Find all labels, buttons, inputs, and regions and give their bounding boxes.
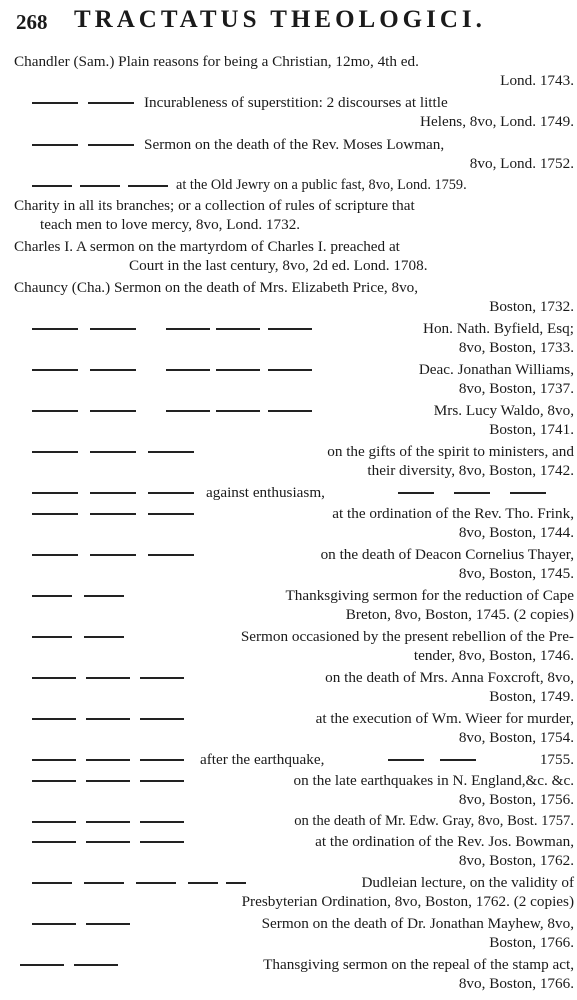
catalog-entry (14, 278, 574, 316)
entry-imprint: Helens, 8vo, Lond. 1749. (420, 113, 574, 131)
ditto-dash (32, 780, 76, 782)
ditto-dash (88, 144, 134, 146)
catalog-entry (14, 401, 574, 439)
page-number: 268 (16, 10, 48, 34)
catalog-entry (14, 832, 574, 870)
ditto-dash (32, 882, 72, 884)
catalog-entry (14, 812, 574, 831)
ditto-dash (90, 369, 136, 371)
entry-text: Charles I. A sermon on the martyrdom of Charles I. preached at (14, 238, 400, 255)
ditto-dash (86, 718, 130, 720)
ditto-dash (188, 882, 218, 884)
catalog-entry (14, 319, 574, 357)
entry-text: Sermon occasioned by the present rebellion of the Pre- (240, 628, 574, 645)
ditto-dash (148, 451, 194, 453)
entry-text: Incurableness of superstition: 2 discourses at little (144, 94, 448, 111)
entry-imprint: Boston, 1732. (489, 298, 574, 316)
entry-imprint: teach men to love mercy, 8vo, Lond. 1732. (40, 216, 301, 234)
ditto-dash (140, 841, 184, 843)
ditto-dash (84, 595, 124, 597)
ditto-dash (86, 780, 130, 782)
entry-imprint: Lond. 1743. (500, 72, 574, 90)
entry-imprint: Presbyterian Ordination, 8vo, Boston, 1762. (2 copies) (241, 893, 574, 911)
ditto-dash (32, 144, 78, 146)
entry-imprint: Boston, 1766. (489, 934, 574, 952)
entry-text: at the ordination of the Rev. Jos. Bowman, (315, 833, 574, 850)
ditto-dash (86, 759, 130, 761)
catalog-entry (14, 504, 574, 542)
ditto-dash (32, 841, 76, 843)
catalog-entry (14, 196, 574, 234)
ditto-dash (32, 554, 78, 556)
ditto-dash (86, 821, 130, 823)
ditto-dash (32, 102, 78, 104)
ditto-dash (90, 328, 136, 330)
entry-imprint: 8vo, Boston, 1762. (458, 852, 574, 870)
catalog-entry (14, 93, 574, 131)
entry-imprint: Boston, 1749. (489, 688, 574, 706)
catalog-entry (14, 873, 574, 911)
page-header (16, 2, 566, 42)
ditto-dash (148, 554, 194, 556)
ditto-dash (148, 513, 194, 515)
catalog-entry (14, 709, 574, 747)
ditto-dash (80, 185, 120, 187)
ditto-dash (32, 677, 76, 679)
ditto-dash (140, 821, 184, 823)
ditto-dash (90, 410, 136, 412)
catalog-entry (14, 52, 574, 90)
ditto-dash (510, 492, 546, 494)
ditto-dash (32, 369, 78, 371)
entry-imprint: 8vo, Boston, 1744. (458, 524, 574, 542)
ditto-dash (148, 492, 194, 494)
entry-text: on the death of Deacon Cornelius Thayer, (320, 546, 574, 563)
catalog-entry (14, 176, 574, 195)
ditto-dash (398, 492, 434, 494)
ditto-dash (140, 759, 184, 761)
ditto-dash (216, 328, 260, 330)
entry-imprint: 8vo, Lond. 1752. (469, 155, 574, 173)
ditto-dash (166, 328, 210, 330)
catalog-entry (14, 914, 574, 952)
ditto-dash (90, 492, 136, 494)
entry-text: Thansgiving sermon on the repeal of the stamp act, (263, 956, 574, 973)
ditto-dash (166, 369, 210, 371)
entry-imprint: tender, 8vo, Boston, 1746. (413, 647, 574, 665)
ditto-dash (84, 882, 124, 884)
ditto-dash (440, 759, 476, 761)
ditto-dash (216, 369, 260, 371)
running-title: TRACTATUS THEOLOGICI. (74, 6, 486, 33)
ditto-dash (32, 718, 76, 720)
catalog-entry (14, 360, 574, 398)
entry-imprint: their diversity, 8vo, Boston, 1742. (367, 462, 574, 480)
ditto-dash (226, 882, 246, 884)
ditto-dash (32, 759, 76, 761)
entry-imprint: 8vo, Boston, 1733. (458, 339, 574, 357)
entry-text: Sermon on the death of the Rev. Moses Lowman, (144, 136, 445, 153)
ditto-dash (88, 102, 134, 104)
entry-text: after the earthquake, (200, 751, 325, 768)
entry-text: against enthusiasm, (206, 484, 325, 501)
ditto-dash (128, 185, 168, 187)
ditto-dash (140, 677, 184, 679)
ditto-dash (32, 185, 72, 187)
ditto-dash (32, 821, 76, 823)
ditto-dash (140, 718, 184, 720)
ditto-dash (140, 780, 184, 782)
entry-text: Thanksgiving sermon for the reduction of Cape (285, 587, 574, 604)
ditto-dash (32, 595, 72, 597)
ditto-dash (388, 759, 424, 761)
catalog-entry (14, 750, 574, 769)
ditto-dash (90, 554, 136, 556)
catalog-entry (14, 668, 574, 706)
entry-imprint: 8vo, Boston, 1756. (458, 791, 574, 809)
catalog-entry (14, 955, 574, 993)
entry-text: on the death of Mr. Edw. Gray, 8vo, Bost. 1757. (294, 813, 574, 829)
ditto-dash (90, 513, 136, 515)
ditto-dash (268, 369, 312, 371)
ditto-dash (32, 410, 78, 412)
entry-imprint: Boston, 1741. (489, 421, 574, 439)
catalog-entry (14, 586, 574, 624)
ditto-dash (136, 882, 176, 884)
ditto-dash (20, 964, 64, 966)
ditto-dash (90, 451, 136, 453)
entry-text: Mrs. Lucy Waldo, 8vo, (433, 402, 574, 419)
entry-text: Chandler (Sam.) Plain reasons for being a Christian, 12mo, 4th ed. (14, 53, 419, 70)
catalog-entry (14, 771, 574, 809)
catalog-entry (14, 545, 574, 583)
ditto-dash (32, 328, 78, 330)
ditto-dash (32, 636, 72, 638)
ditto-dash (32, 492, 78, 494)
ditto-dash (268, 328, 312, 330)
ditto-dash (32, 513, 78, 515)
entry-text: Charity in all its branches; or a collection of rules of scripture that (14, 197, 415, 214)
entry-imprint: 1755. (539, 751, 574, 768)
entry-text: Dudleian lecture, on the validity of (361, 874, 574, 891)
ditto-dash (86, 677, 130, 679)
entry-text: on the late earthquakes in N. England,&c. &c. (293, 772, 574, 789)
catalog-entry (14, 442, 574, 480)
entry-text: on the death of Mrs. Anna Foxcroft, 8vo, (325, 669, 574, 686)
entry-imprint: 8vo, Boston, 1745. (458, 565, 574, 583)
ditto-dash (32, 923, 76, 925)
ditto-dash (86, 841, 130, 843)
catalog-entry (14, 237, 574, 275)
entry-text: at the execution of Wm. Wieer for murder, (315, 710, 574, 727)
catalog-entry (14, 627, 574, 665)
entry-text: Sermon on the death of Dr. Jonathan Mayhew, 8vo, (261, 915, 574, 932)
ditto-dash (32, 451, 78, 453)
ditto-dash (268, 410, 312, 412)
ditto-dash (74, 964, 118, 966)
entry-imprint: Court in the last century, 8vo, 2d ed. Lond. 1708. (129, 257, 428, 275)
ditto-dash (86, 923, 130, 925)
entry-text: on the gifts of the spirit to ministers, and (327, 443, 574, 460)
entry-imprint: 8vo, Boston, 1754. (458, 729, 574, 747)
ditto-dash (84, 636, 124, 638)
ditto-dash (454, 492, 490, 494)
entry-text: Chauncy (Cha.) Sermon on the death of Mrs. Elizabeth Price, 8vo, (14, 279, 419, 296)
ditto-dash (216, 410, 260, 412)
entry-text: Hon. Nath. Byfield, Esq; (422, 320, 574, 337)
entry-imprint: Breton, 8vo, Boston, 1745. (2 copies) (345, 606, 574, 624)
entry-imprint: 8vo, Boston, 1737. (458, 380, 574, 398)
catalog-entry (14, 483, 574, 502)
entry-imprint: 8vo, Boston, 1766. (458, 975, 574, 993)
catalog-entry (14, 135, 574, 173)
entry-text: at the Old Jewry on a public fast, 8vo, Lond. 1759. (176, 177, 467, 193)
entry-text: at the ordination of the Rev. Tho. Frink, (332, 505, 574, 522)
entry-text: Deac. Jonathan Williams, (418, 361, 574, 378)
ditto-dash (166, 410, 210, 412)
